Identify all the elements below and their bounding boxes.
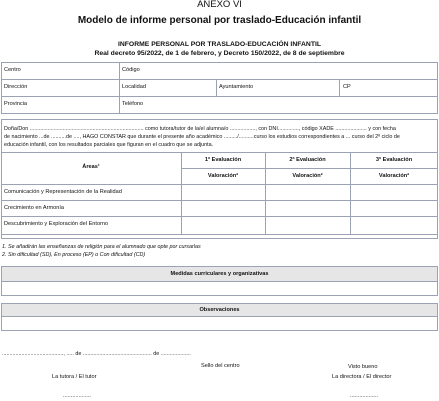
areas-header: Áreas¹ (82, 164, 100, 170)
visto-bueno-label: Visto bueno (348, 364, 378, 370)
eval-table-col (265, 152, 266, 235)
date-line[interactable]: ........................................., ..... de .............................................. de .................... (2, 351, 191, 357)
area-row-label: Descubrimiento y Exploración del Entorno (4, 221, 109, 227)
decree-subtitle: Real decreto 95/2022, de 1 de febrero, y Decreto 150/2022, de 8 de septiembre (94, 50, 345, 57)
valoracion-header: Valoración² (207, 173, 239, 179)
telefono-field[interactable]: Teléfono (122, 101, 144, 107)
footnote-2: 2. Sin dificultad (SD), En proceso (EP) o Con dificultad (CD) (2, 252, 146, 258)
eval-1-header: 1ª Evaluación (204, 157, 242, 163)
center-col-divider (339, 79, 340, 96)
valoracion-header: Valoración² (378, 173, 410, 179)
eval-2-header: 2ª Evaluación (289, 157, 326, 163)
medidas-header: Medidas curriculares y organizativas (170, 271, 269, 277)
center-col-divider (119, 62, 120, 114)
statement-line-2: de nacimiento ...de ..........de ...., HAGO CONSTAR que durante el presente año académico ........./..........curso los estudios correspondientes a ... curso del 2º ciclo de (4, 134, 400, 140)
observaciones-header: Observaciones (199, 307, 240, 313)
cp-field[interactable]: CP (343, 84, 351, 90)
area-row-label: Comunicación y Representación de la Realidad (4, 189, 122, 195)
center-row-divider (1, 96, 438, 97)
eval-table-divider (1, 216, 438, 217)
seal-label: Sello del centro (201, 363, 240, 369)
eval-table-col (350, 152, 351, 235)
observaciones-divider (1, 316, 438, 317)
eval-table-divider (1, 184, 438, 185)
codigo-field[interactable]: Código (122, 67, 140, 73)
eval-table-divider (181, 168, 438, 169)
tutor-label: La tutora / El tutor (52, 374, 97, 380)
director-signature-line[interactable]: .................. (350, 393, 378, 399)
statement-line-3: educación infantil, con los resultados parciales que figuran en el cuadro que se adjunta. (4, 142, 214, 148)
valoracion-header: Valoración² (292, 173, 323, 179)
tutor-signature-line[interactable]: .................. (63, 393, 91, 399)
provincia-field[interactable]: Provincia (4, 101, 28, 107)
annex-label: ANEXO VI (197, 0, 242, 10)
medidas-divider (1, 281, 438, 282)
eval-table-divider (1, 200, 438, 201)
localidad-field[interactable]: Localidad (122, 84, 146, 90)
area-row-label: Crecimiento en Armonía (4, 205, 65, 211)
eval-table-col (181, 152, 182, 235)
center-row-divider (1, 79, 438, 80)
ayuntamiento-field[interactable]: Ayuntamiento (219, 84, 254, 90)
footnote-1: 1. Se añadirán las enseñanzas de religión para el alumnado que opte por cursarlas (2, 244, 201, 250)
director-label: La directora / El director (332, 374, 392, 380)
center-col-divider (216, 79, 217, 96)
direccion-field[interactable]: Dirección (4, 84, 28, 90)
eval-3-header: 3ª Evaluación (375, 157, 413, 163)
form-title: INFORME PERSONAL POR TRASLADO-EDUCACIÓN INFANTIL (117, 41, 322, 48)
statement-line-1: Doña/Don ............................................................................ como tutora/tutor de la/el alumna/o ................., con DNI.............., código XADE ..................... y con fecha (4, 126, 396, 132)
document-title: Modelo de informe personal por traslado-Educación infantil (77, 15, 362, 26)
centro-field[interactable]: Centro (4, 67, 21, 73)
